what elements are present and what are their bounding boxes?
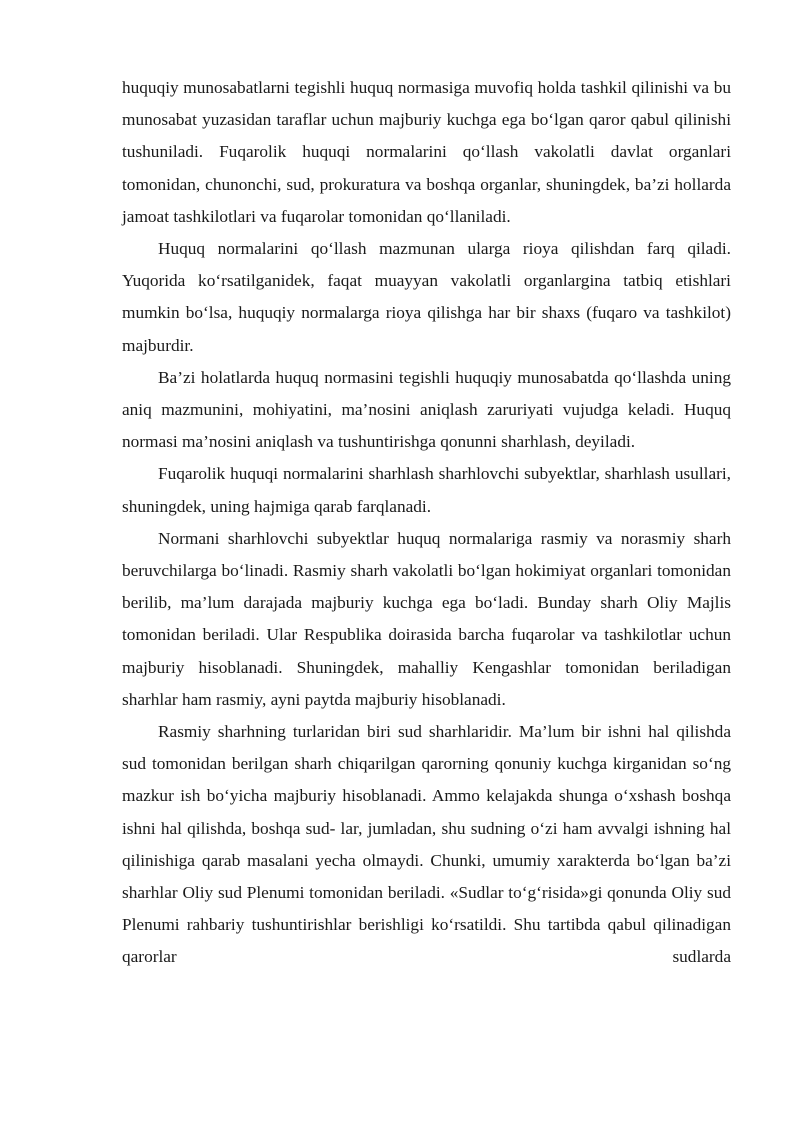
paragraph-court-interpretation: Rasmiy sharhning turlaridan biri sud sharhlaridir. Ma’lum bir ishni hal qilishda sud tomonidan berilgan sharh chiqarilgan qarorning qonuniy kuchga kirganidan so‘ng mazkur ish bo‘yicha majburiy hisoblanadi. Ammo kelajakda shunga o‘xshash boshqa ishni hal qilishda, boshqa sud- lar, jumladan, shu sudning o‘zi ham avvalgi ishning hal qilinishiga qarab masalani yecha olmaydi. Chunki, umumiy xarakterda bo‘lgan ba’zi sharhlar Oliy sud Plenumi tomonidan beriladi. «Sudlar to‘g‘risida»gi qonunda Oliy sud Plenumi rahbariy tushuntirishlar berishligi ko‘rsatildi. Shu tartibda qabul qilinadigan qarorlar sudlarda — [122, 722, 731, 967]
paragraph-interpretation-definition: Ba’zi holatlarda huquq normasini tegishli huquqiy munosabatda qo‘llashda uning aniq mazmunini, mohiyatini, ma’nosini aniqlash zaruriyati vujudga keladi. Huquq normasi ma’nosini aniqlash va tushuntirishga qonunni sharhlash, deyiladi. — [122, 367, 731, 452]
document-page — [122, 72, 731, 974]
paragraph-official-interpretation: Normani sharhlovchi subyektlar huquq normalariga rasmiy va norasmiy sharh beruvchilarga bo‘linadi. Rasmiy sharh vakolatli bo‘lgan hokimiyat organlari tomonidan berilib, ma’lum darajada majburiy kuchga ega bo‘ladi. Bunday sharh Oliy Majlis tomonidan beriladi. Ular Respublika doirasida barcha fuqarolar va tashkilotlar uchun majburiy hisoblanadi. Shuningdek, mahalliy Kengashlar tomonidan beriladigan sharhlar ham rasmiy, ayni paytda majburiy hisoblanadi. — [122, 528, 731, 709]
paragraph-continuation: huquqiy munosabatlarni tegishli huquq normasiga muvofiq holda tashkil qilinishi va bu munosabat yuzasidan taraflar uchun majburiy kuchga ega bo‘lgan qaror qabul qilinishi tushuniladi. Fuqarolik huquqi normalarini qo‘llash vakolatli davlat organlari tomonidan, chunonchi, sud, prokuratura va boshqa organlar, shuningdek, ba’zi hollarda jamoat tashkilotlari va fuqarolar tomonidan qo‘llaniladi. — [122, 78, 731, 226]
paragraph-interpretation-types: Fuqarolik huquqi normalarini sharhlash sharhlovchi subyektlar, sharhlash usullari, shuningdek, uning hajmiga qarab farqlanadi. — [122, 464, 731, 516]
paragraph-application-vs-compliance: Huquq normalarini qo‘llash mazmunan ularga rioya qilishdan farq qiladi. Yuqorida ko‘rsatilganidek, faqat muayyan vakolatli organlargina tatbiq etishlari mumkin bo‘lsa, huquqiy normalarga rioya qilishga har bir shaxs (fuqaro va tashkilot) majburdir. — [122, 239, 731, 355]
